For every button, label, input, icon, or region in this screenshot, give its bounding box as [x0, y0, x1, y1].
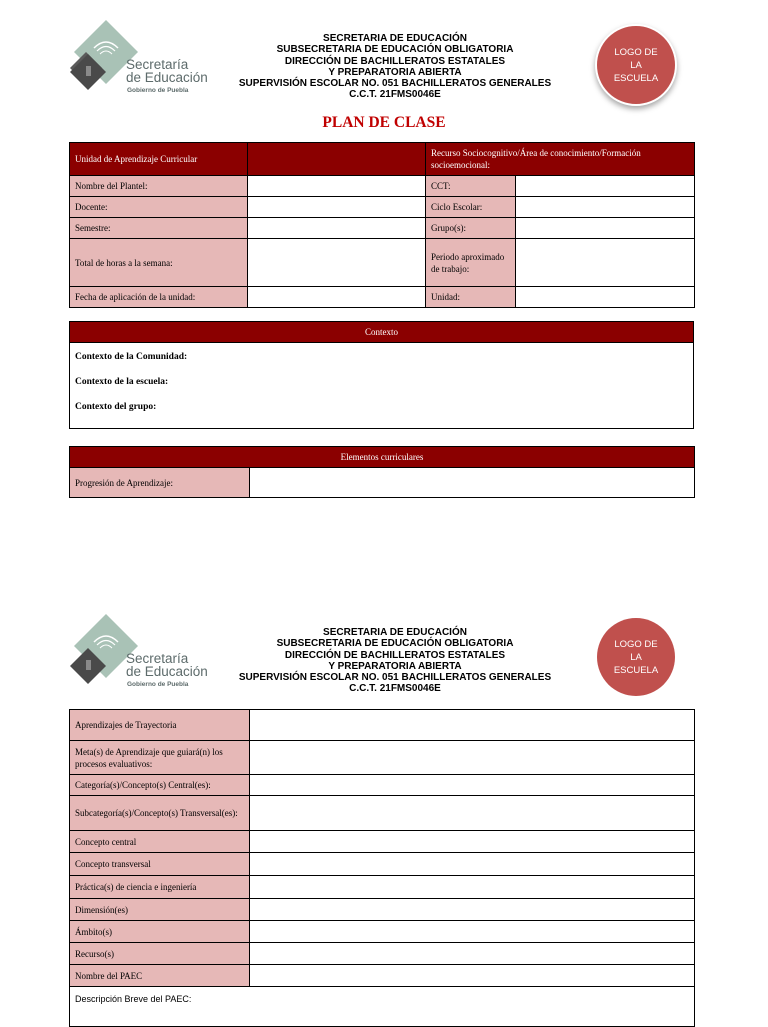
periodo-label: Periodo aproximado de trabajo: — [426, 239, 516, 287]
institution-header — [225, 33, 565, 101]
school-logo-text: ESCUELA — [613, 664, 659, 676]
plantel-label: Nombre del Plantel: — [70, 176, 248, 197]
grupo-label: Grupo(s): — [426, 218, 516, 239]
metas-aprendizaje-value[interactable] — [250, 741, 695, 775]
secretaria-logo — [66, 18, 216, 98]
header-line: SECRETARIA DE EDUCACIÓN — [323, 33, 467, 44]
header-line: DIRECCIÓN DE BACHILLERATOS ESTATALES — [284, 55, 506, 67]
concepto-transversal-value[interactable] — [250, 853, 695, 876]
subcategorias-label: Subcategoría(s)/Concepto(s) Transversal(es): — [70, 796, 250, 831]
resource-label: Recurso Sociocognitivo/Área de conocimiento/Formación socioemocional: — [426, 143, 695, 176]
aprendizajes-trayectoria-value[interactable] — [250, 710, 695, 741]
school-logo-text: LOGO DE — [614, 638, 658, 650]
context-school: Contexto de la escuela: — [75, 377, 169, 387]
cct-value[interactable] — [516, 176, 695, 197]
fecha-label: Fecha de aplicación de la unidad: — [70, 287, 248, 308]
unidad-label: Unidad: — [426, 287, 516, 308]
plantel-value[interactable] — [248, 176, 426, 197]
context-header: Contexto — [70, 322, 694, 343]
school-logo-text: LA — [630, 59, 642, 71]
ciclo-label: Ciclo Escolar: — [426, 197, 516, 218]
header-line: SUPERVISIÓN ESCOLAR NO. 051 BACHILLERATOS GENERALES — [238, 78, 552, 90]
school-logo-text: LOGO DE — [614, 46, 658, 58]
horas-label: Total de horas a la semana: — [70, 239, 248, 287]
categorias-label: Categoría(s)/Concepto(s) Central(es): — [70, 775, 250, 796]
header-line: SUPERVISIÓN ESCOLAR NO. 051 BACHILLERATOS GENERALES — [238, 672, 552, 684]
logo-text-line3: Gobierno de Puebla — [127, 681, 189, 688]
ambitos-value[interactable] — [250, 921, 695, 943]
header-line: Y PREPARATORIA ABIERTA — [328, 66, 462, 78]
context-body[interactable] — [70, 343, 694, 429]
uac-label: Unidad de Aprendizaje Curricular — [70, 143, 248, 176]
header-line: SECRETARIA DE EDUCACIÓN — [323, 627, 467, 638]
aprendizajes-trayectoria-label: Aprendizajes de Trayectoria — [70, 710, 250, 741]
header-line: SUBSECRETARIA DE EDUCACIÓN OBLIGATORIA — [276, 638, 514, 650]
progresion-value[interactable] — [250, 468, 695, 498]
context-group: Contexto del grupo: — [75, 402, 157, 412]
concepto-central-value[interactable] — [250, 831, 695, 853]
dimensiones-label: Dimensión(es) — [70, 899, 250, 921]
header-line: Y PREPARATORIA ABIERTA — [328, 660, 462, 672]
unidad-value[interactable] — [516, 287, 695, 308]
logo-text-line1: Secretaría — [126, 651, 189, 666]
learning-elements-table — [69, 709, 695, 1027]
recursos-value[interactable] — [250, 943, 695, 965]
header-line: C.C.T. 21FMS0046E — [349, 683, 441, 695]
horas-value[interactable] — [248, 239, 426, 287]
categorias-value[interactable] — [250, 775, 695, 796]
logo-text-line1: Secretaría — [126, 57, 189, 72]
curricular-elements-table — [69, 446, 695, 498]
paec-description-label: Descripción Breve del PAEC: — [75, 994, 192, 1004]
context-community: Contexto de la Comunidad: — [75, 352, 188, 362]
header-line: C.C.T. 21FMS0046E — [349, 89, 441, 101]
periodo-value[interactable] — [516, 239, 695, 287]
context-table — [69, 321, 694, 429]
school-logo-text: LA — [630, 651, 642, 663]
practicas-label: Práctica(s) de ciencia e ingeniería — [70, 876, 250, 899]
docente-label: Docente: — [70, 197, 248, 218]
paec-description-cell[interactable] — [70, 987, 695, 1027]
concepto-central-label: Concepto central — [70, 831, 250, 853]
subcategorias-value[interactable] — [250, 796, 695, 831]
uac-value[interactable] — [248, 143, 426, 176]
page-title: PLAN DE CLASE — [322, 114, 446, 131]
secretaria-logo-page2 — [66, 612, 216, 692]
logo-text-line2: de Educación — [126, 70, 208, 85]
school-logo-placeholder-page2 — [597, 618, 675, 696]
curricular-header: Elementos curriculares — [70, 447, 695, 468]
fecha-value[interactable] — [248, 287, 426, 308]
grupo-value[interactable] — [516, 218, 695, 239]
semestre-label: Semestre: — [70, 218, 248, 239]
paec-name-value[interactable] — [250, 965, 695, 987]
cct-label: CCT: — [426, 176, 516, 197]
institution-header-page2 — [225, 627, 565, 695]
logo-text-line3: Gobierno de Puebla — [127, 87, 189, 94]
school-logo-placeholder — [595, 24, 677, 106]
practicas-value[interactable] — [250, 876, 695, 899]
dimensiones-value[interactable] — [250, 899, 695, 921]
concepto-transversal-label: Concepto transversal — [70, 853, 250, 876]
semestre-value[interactable] — [248, 218, 426, 239]
header-line: DIRECCIÓN DE BACHILLERATOS ESTATALES — [284, 649, 506, 661]
docente-value[interactable] — [248, 197, 426, 218]
paec-name-label: Nombre del PAEC — [70, 965, 250, 987]
header-line: SUBSECRETARIA DE EDUCACIÓN OBLIGATORIA — [276, 44, 514, 56]
school-logo-text: ESCUELA — [613, 72, 659, 84]
ambitos-label: Ámbito(s) — [70, 921, 250, 943]
metas-aprendizaje-label: Meta(s) de Aprendizaje que guiará(n) los procesos evaluativos: — [70, 741, 250, 775]
general-info-table — [69, 142, 695, 308]
progresion-label: Progresión de Aprendizaje: — [70, 468, 250, 498]
recursos-label: Recurso(s) — [70, 943, 250, 965]
ciclo-value[interactable] — [516, 197, 695, 218]
logo-text-line2: de Educación — [126, 664, 208, 679]
